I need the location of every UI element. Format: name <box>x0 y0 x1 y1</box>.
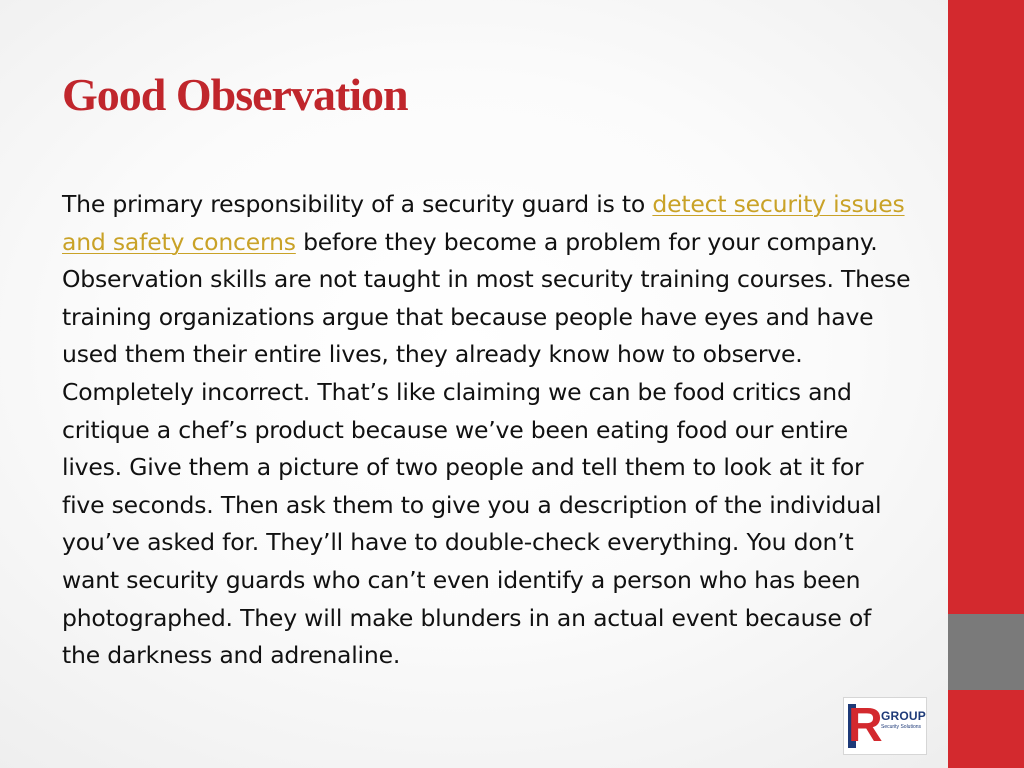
logo-letter: R <box>848 699 883 752</box>
slide-title: Good Observation <box>62 69 408 120</box>
company-logo <box>843 697 927 755</box>
body-intro-text: The primary responsibility of a security guard is to <box>62 190 653 218</box>
right-accent-band-gray <box>948 614 1024 690</box>
right-accent-band-red <box>948 0 1024 614</box>
logo-tagline: Security Solutions <box>881 724 922 730</box>
logo-name: GROUP <box>881 709 927 723</box>
body-rest-text: before they become a problem for your company. Observation skills are not taught in most security training courses. These training organizations argue that because people have eyes and have used them their entire lives, they already know how to observe. Completely incorrect. That’s like claiming we can be food critics and critique a chef’s product because we’ve been eating food our entire lives. Give them a picture of two people and tell them to look at it for five seconds. Then ask them to give you a description of the individual you’ve asked for. They’ll have to double-check everything. You don’t want security guards who can’t even identify a person who has been photographed. They will make blunders in an actual event because of the darkness and adrenaline. <box>62 227 911 670</box>
detect-security-link[interactable]: detect security issues and safety concerns <box>62 190 905 256</box>
body-paragraph <box>62 186 912 675</box>
right-accent-band-red-bottom <box>948 690 1024 768</box>
